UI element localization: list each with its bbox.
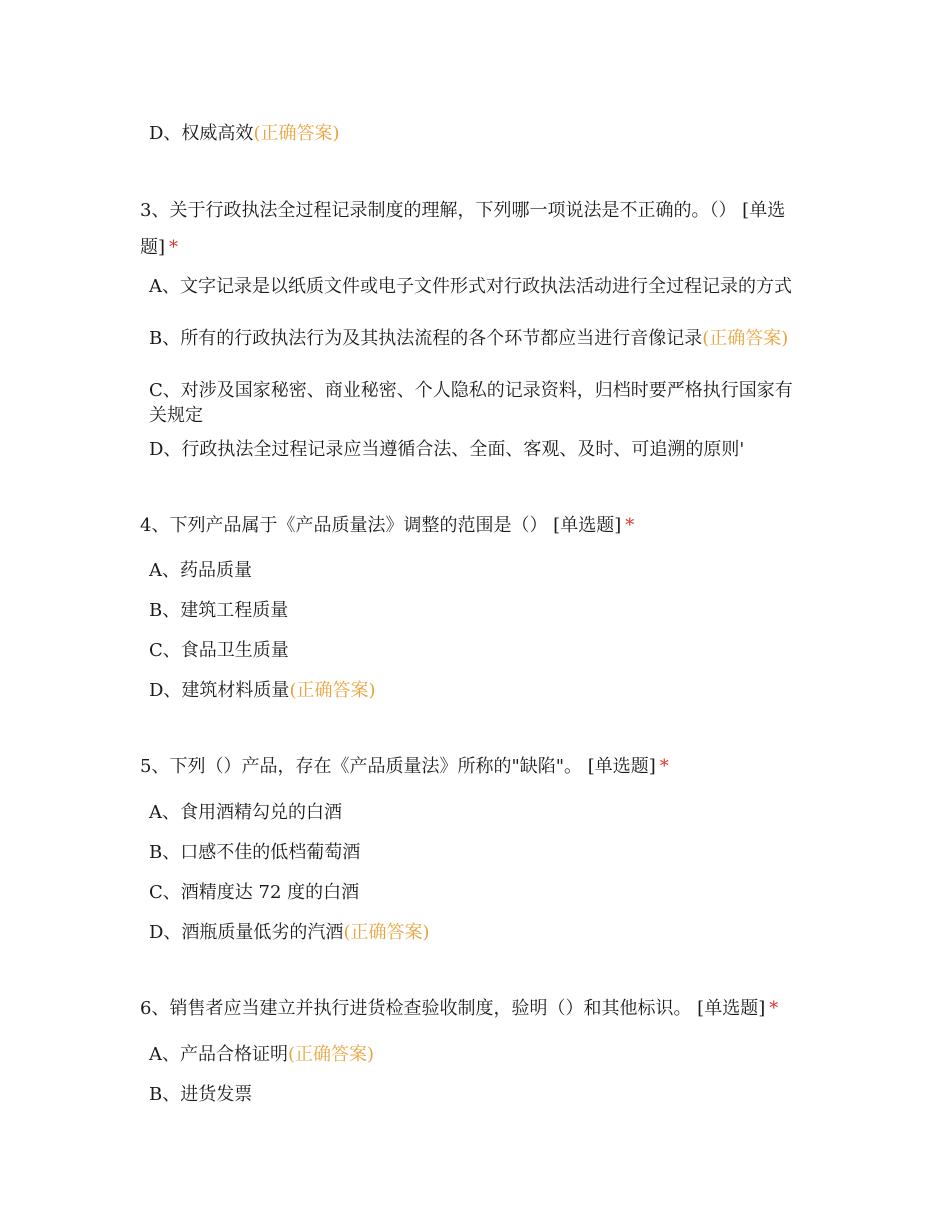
q5-option-c <box>149 880 799 905</box>
q6-option-b <box>149 1082 799 1107</box>
option-text: A、食用酒精勾兑的白酒 <box>149 802 342 823</box>
option-text: B、进货发票 <box>149 1084 253 1105</box>
question-6 <box>140 990 800 1027</box>
required-star: * <box>169 237 179 258</box>
correct-answer-mark: (正确答案) <box>702 328 789 349</box>
option-text: C、食品卫生质量 <box>149 640 289 661</box>
option-text: C、对涉及国家秘密、商业秘密、个人隐私的记录资料，归档时要严格执行国家有关规定 <box>149 380 793 426</box>
correct-answer-mark: (正确答案) <box>288 1044 375 1065</box>
option-text: B、所有的行政执法行为及其执法流程的各个环节都应当进行音像记录 <box>149 328 703 349</box>
q4-option-c <box>149 638 799 663</box>
q3-option-a <box>149 274 799 299</box>
question-text: 6、销售者应当建立并执行进货检查验收制度，验明（）和其他标识。 [单选题] <box>140 998 766 1019</box>
q3-option-d <box>149 437 799 462</box>
question-3 <box>140 192 800 266</box>
q4-option-d <box>149 678 799 703</box>
question-text: 5、下列（）产品，存在《产品质量法》所称的"缺陷"。 [单选题] <box>140 756 656 777</box>
q3-option-c <box>149 378 799 428</box>
question-4 <box>140 507 800 544</box>
q4-option-b <box>149 598 799 623</box>
q6-option-a <box>149 1042 799 1067</box>
required-star: * <box>625 515 635 536</box>
option-text: D、酒瓶质量低劣的汽酒 <box>149 922 344 943</box>
required-star: * <box>659 756 669 777</box>
question-text: 4、下列产品属于《产品质量法》调整的范围是（） [单选题] <box>140 515 622 536</box>
correct-answer-mark: (正确答案) <box>289 680 376 701</box>
option-text: D、权威高效 <box>149 123 254 144</box>
q3-option-b <box>149 326 799 351</box>
option-text: B、建筑工程质量 <box>149 600 289 621</box>
option-text: A、药品质量 <box>149 560 252 581</box>
correct-answer-mark: (正确答案) <box>343 922 430 943</box>
option-text: A、产品合格证明 <box>149 1044 288 1065</box>
option-text: D、建筑材料质量 <box>149 680 290 701</box>
option-text: C、酒精度达 72 度的白酒 <box>149 882 360 903</box>
option-text: A、文字记录是以纸质文件或电子文件形式对行政执法活动进行全过程记录的方式 <box>149 276 792 297</box>
q5-option-b <box>149 840 799 865</box>
option-text: D、行政执法全过程记录应当遵循合法、全面、客观、及时、可追溯的原则' <box>149 439 745 460</box>
correct-answer-mark: (正确答案) <box>253 123 340 144</box>
question-5 <box>140 748 800 785</box>
question-text: 3、关于行政执法全过程记录制度的理解，下列哪一项说法是不正确的。（） [单选题] <box>140 200 786 258</box>
q4-option-a <box>149 558 799 583</box>
q2-option-d <box>149 121 799 146</box>
required-star: * <box>769 998 779 1019</box>
option-text: B、口感不佳的低档葡萄酒 <box>149 842 361 863</box>
q5-option-d <box>149 920 799 945</box>
q5-option-a <box>149 800 799 825</box>
